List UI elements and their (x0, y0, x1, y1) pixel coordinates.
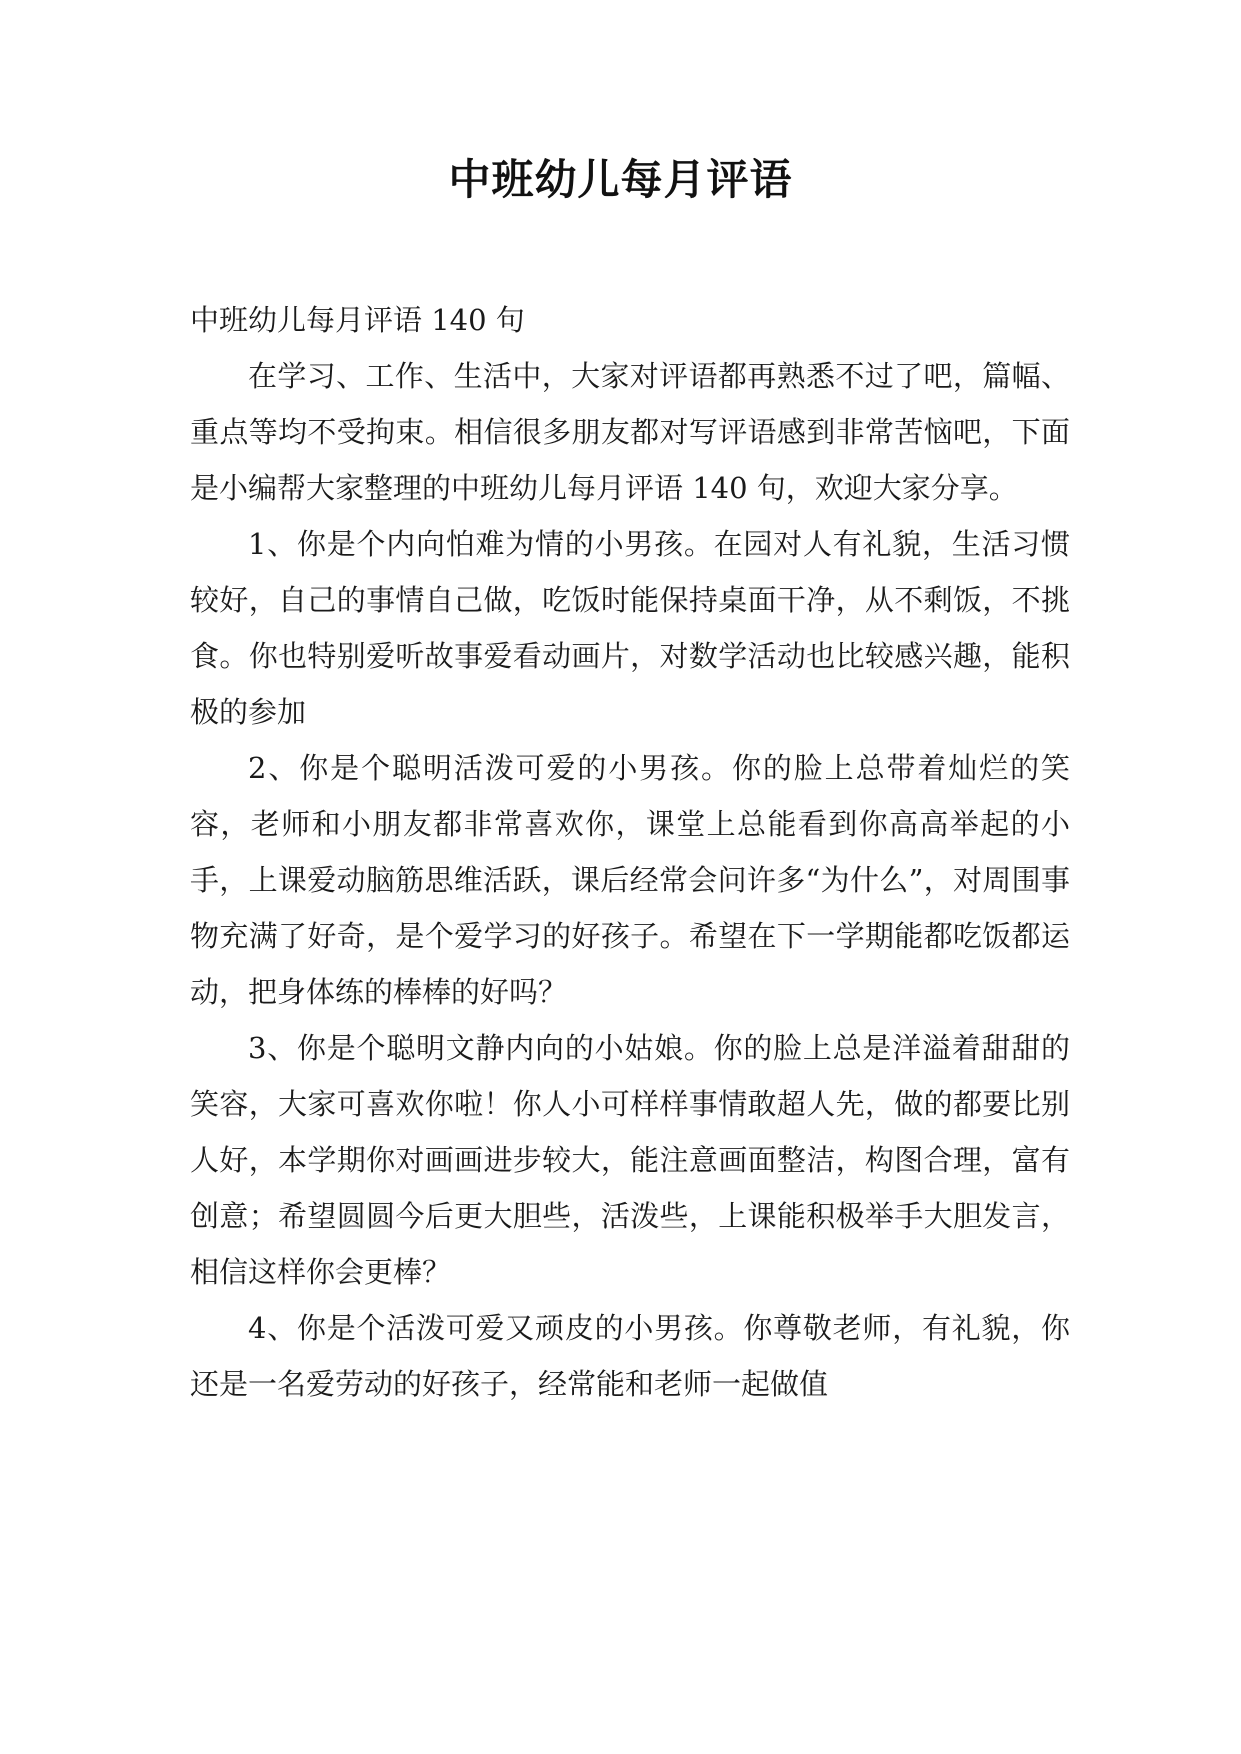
comment-paragraph-4: 4、你是个活泼可爱又顽皮的小男孩。你尊敬老师，有礼貌，你还是一名爱劳动的好孩子，经常能和老师一起做值 (190, 1311, 1070, 1401)
comment-paragraph-1: 1、你是个内向怕难为情的小男孩。在园对人有礼貌，生活习惯较好，自己的事情自己做，吃饭时能保持桌面干净，从不剩饭，不挑食。你也特别爱听故事爱看动画片，对数学活动也比较感兴趣，能积极的参加 (190, 527, 1070, 729)
comment-paragraph-3: 3、你是个聪明文静内向的小姑娘。你的脸上总是洋溢着甜甜的笑容，大家可喜欢你啦！你人小可样样事情敢超人先，做的都要比别人好，本学期你对画画进步较大，能注意画面整洁，构图合理，富有创意；希望圆圆今后更大胆些，活泼些，上课能积极举手大胆发言，相信这样你会更棒？ (190, 1031, 1070, 1289)
document-subtitle: 中班幼儿每月评语 140 句 (190, 303, 525, 337)
document-title: 中班幼儿每月评语 (448, 155, 793, 204)
intro-paragraph: 在学习、工作、生活中，大家对评语都再熟悉不过了吧，篇幅、重点等均不受拘束。相信很多朋友都对写评语感到非常苦恼吧，下面是小编帮大家整理的中班幼儿每月评语 140 句，欢迎大家分享。 (190, 359, 1070, 505)
comment-paragraph-2: 2、你是个聪明活泼可爱的小男孩。你的脸上总带着灿烂的笑容，老师和小朋友都非常喜欢你，课堂上总能看到你高高举起的小手，上课爱动脑筋思维活跃，课后经常会问许多“为什么”，对周围事物充满了好奇，是个爱学习的好孩子。希望在下一学期能都吃饭都运动，把身体练的棒棒的好吗？ (190, 751, 1070, 1009)
document-body (190, 292, 1070, 1412)
